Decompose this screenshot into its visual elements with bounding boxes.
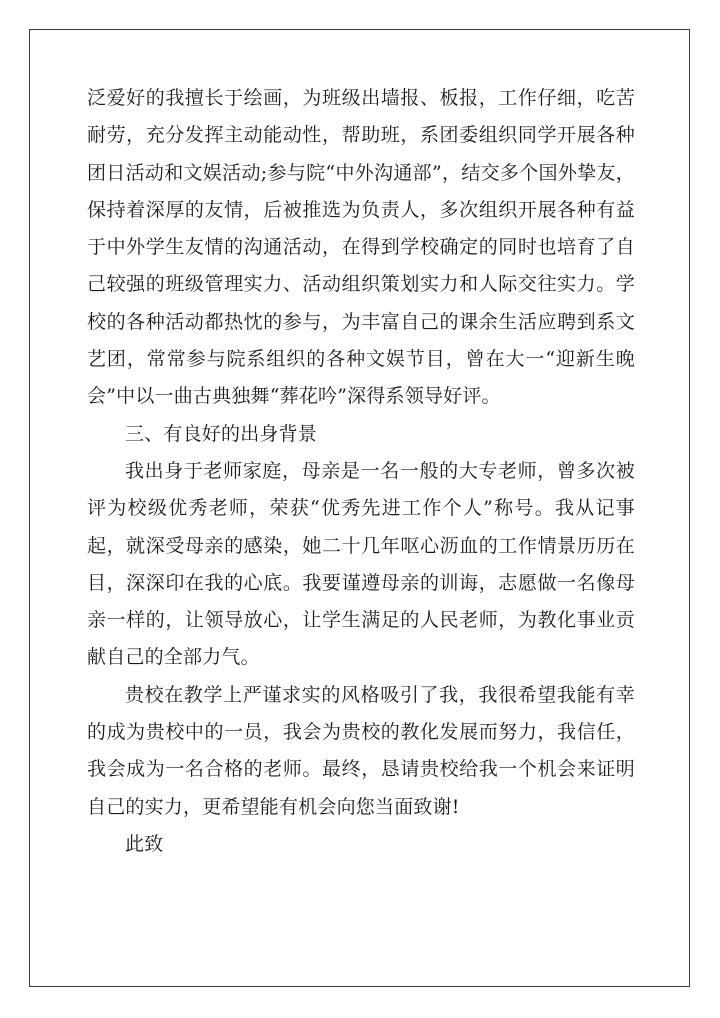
body-line: 己较强的班级管理实力、活动组织策划实力和人际交往实力。学 [87, 273, 635, 296]
body-line: 我出身于老师家庭，母亲是一名一般的大专老师，曾多次被 [125, 459, 635, 482]
body-line: 团日活动和文娱活动;参与院“中外沟通部”，结交多个国外挚友， [87, 161, 635, 184]
body-line: 献自己的全部力气。 [87, 646, 260, 669]
section-heading: 三、有良好的出身背景 [125, 422, 318, 445]
body-line: 保持着深厚的友情，后被推选为负责人，多次组织开展各种有益 [87, 198, 635, 221]
closing-salutation: 此致 [125, 832, 164, 855]
body-line: 会”中以一曲古典独舞“葬花吟”深得系领导好评。 [87, 385, 501, 408]
body-line: 评为校级优秀老师，荣获“优秀先进工作个人”称号。我从记事 [87, 497, 635, 520]
body-line: 自己的实力，更希望能有机会向您当面致谢! [87, 795, 460, 818]
body-line: 亲一样的，让领导放心，让学生满足的人民老师，为教化事业贡 [87, 609, 635, 632]
document-body [87, 86, 635, 869]
body-line: 于中外学生友情的沟通活动，在得到学校确定的同时也培育了自 [87, 236, 635, 259]
body-line: 艺团，常常参与院系组织的各种文娱节目，曾在大一“迎新生晚 [87, 348, 635, 371]
body-line: 耐劳，充分发挥主动能动性，帮助班，系团委组织同学开展各种 [87, 124, 635, 147]
body-line: 泛爱好的我擅长于绘画，为班级出墙报、板报，工作仔细，吃苦 [87, 87, 635, 109]
body-line: 目，深深印在我的心底。我要谨遵母亲的训诲，志愿做一名像母 [87, 571, 635, 594]
body-line: 校的各种活动都热忱的参与，为丰富自己的课余生活应聘到系文 [87, 310, 635, 333]
body-line: 我会成为一名合格的老师。最终，恳请贵校给我一个机会来证明 [87, 758, 635, 781]
body-line: 的成为贵校中的一员，我会为贵校的教化发展而努力，我信任， [87, 721, 635, 744]
body-line: 起，就深受母亲的感染，她二十几年呕心沥血的工作情景历历在 [87, 534, 635, 557]
body-line: 贵校在教学上严谨求实的风格吸引了我，我很希望我能有幸 [125, 683, 635, 706]
